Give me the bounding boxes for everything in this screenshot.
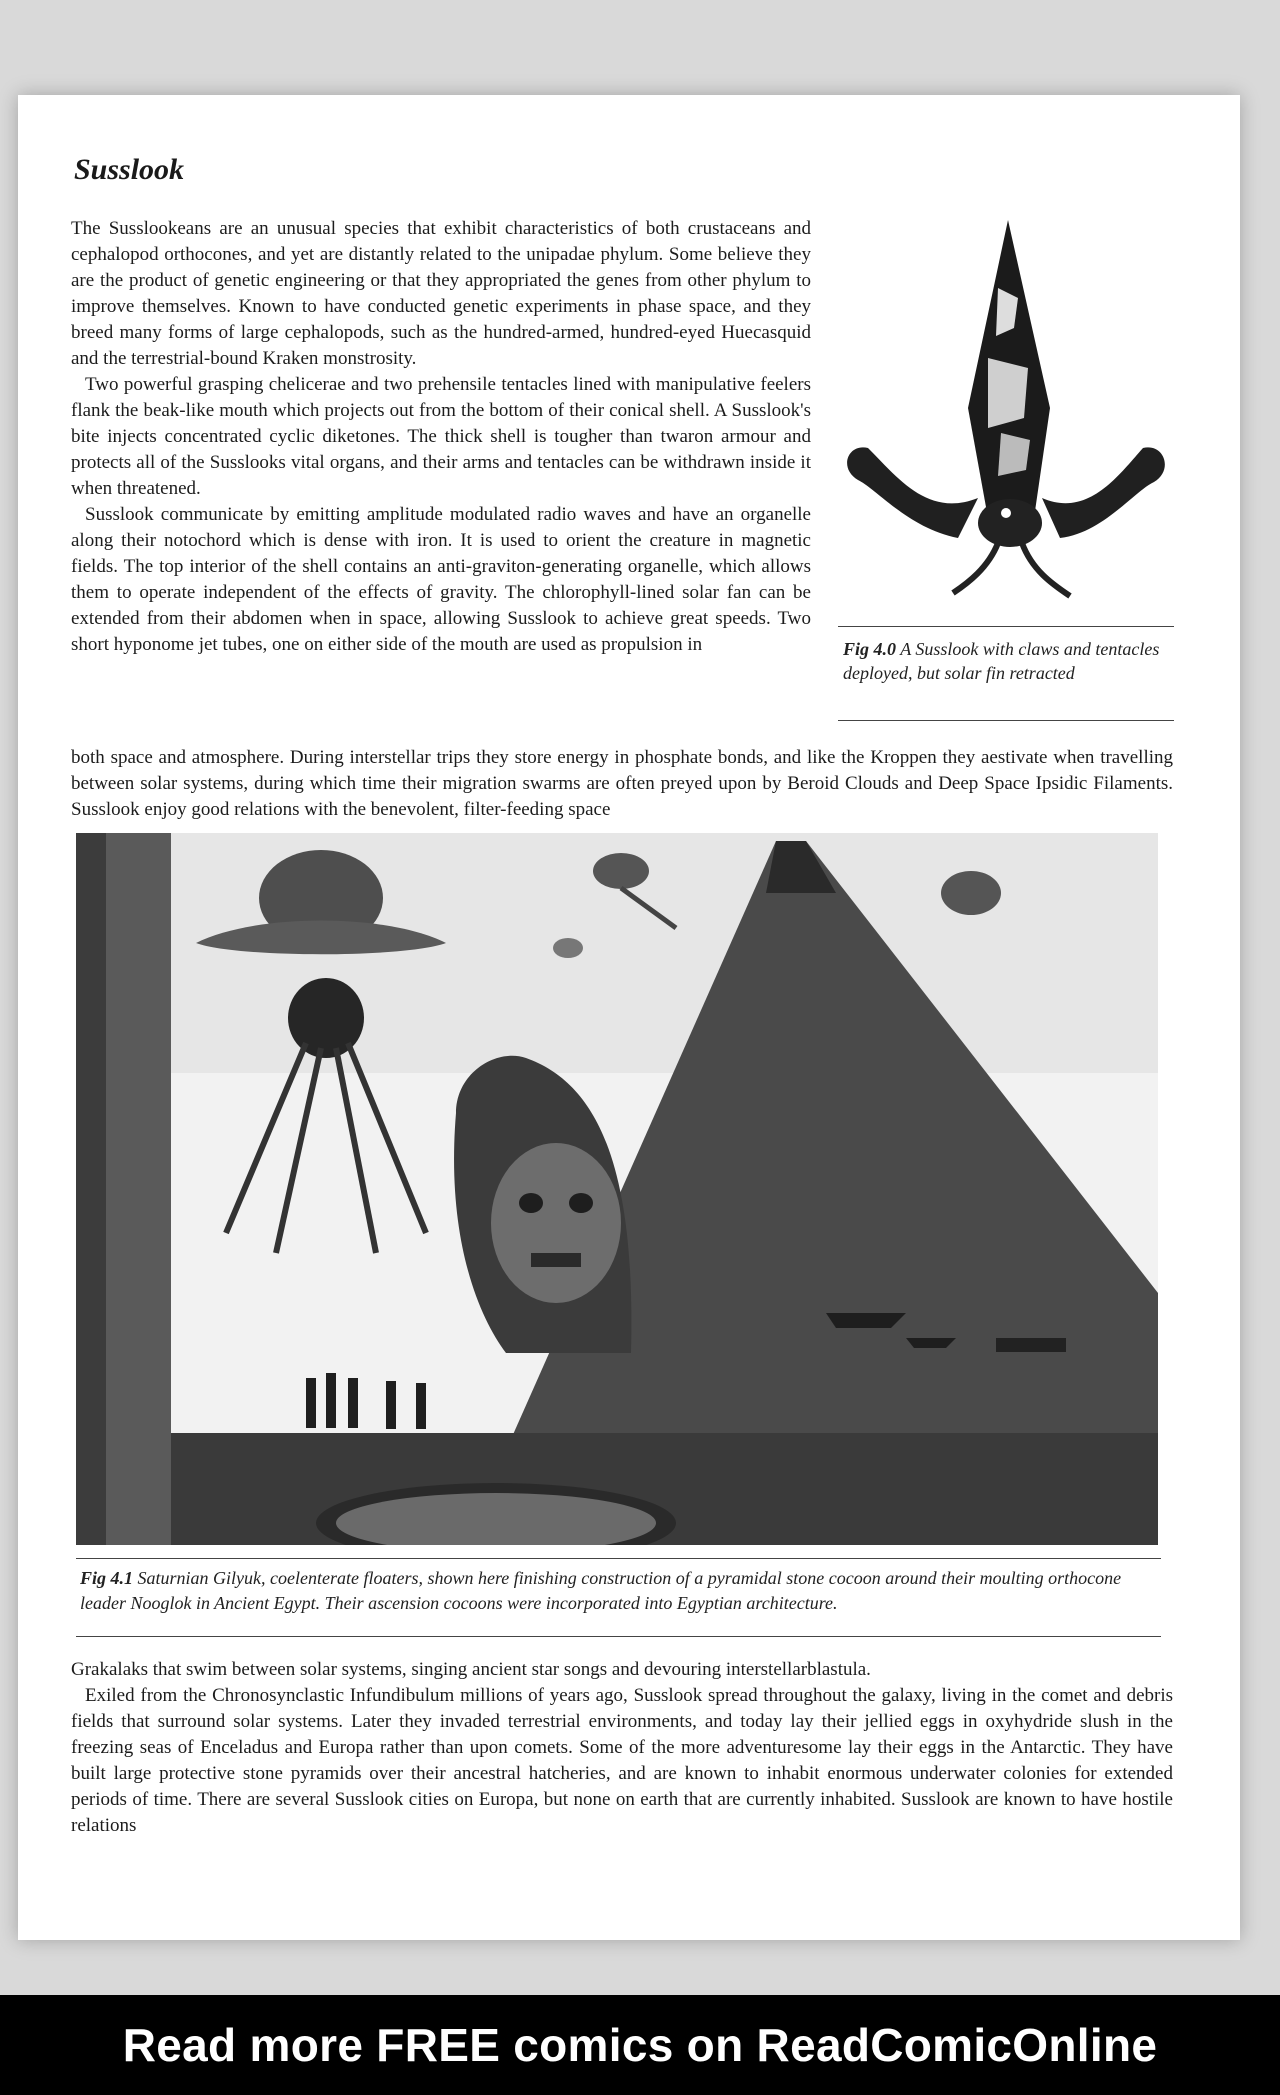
fig1-caption-label: Fig 4.1 [80, 1568, 134, 1588]
wide-paragraph-top: both space and atmosphere. During interstellar trips they store energy in phosphate bonds, and like the Kroppen they aestivate when travelling between solar systems, during which time their migration swarms are often preyed upon by Beroid Clouds and Deep Space Ipsidic Filaments. Susslook enjoy good relations with the benevolent, filter-feeding space [71, 747, 1173, 820]
fig1-rule-bottom [76, 1636, 1161, 1637]
wide-text-bottom [71, 1657, 1173, 1839]
footer-banner-text[interactable]: Read more FREE comics on ReadComicOnline [122, 2019, 1158, 2071]
fig0-rule-bottom [838, 720, 1174, 721]
fig0-caption [843, 637, 1173, 685]
fig1-rule-top [76, 1558, 1161, 1559]
footer-banner[interactable] [0, 1995, 1280, 2095]
paragraph-1: The Susslookeans are an unusual species that exhibit characteristics of both crustaceans and cephalopod orthocones, and yet are distantly related to the unipadae phylum. Some believe they are the product of genetic engineering or that they appropriated the genes from other phylum to improve themselves. Known to have conducted genetic experiments in phase space, and they breed many forms of large cephalopods, such as the hundred-armed, hundred-eyed Huecasquid and the terrestrial-bound Kraken monstrosity. [71, 218, 811, 369]
fig1-caption [80, 1566, 1160, 1616]
paragraph-2: Two powerful grasping chelicerae and two prehensile tentacles lined with manipulative feelers flank the beak-like mouth which projects out from the bottom of their conical shell. A Susslook's bite injects concentrated cyclic diketones. The thick shell is tougher than twaron armour and protects all of the Susslooks vital organs, and their arms and tentacles can be withdrawn inside it when threatened. [71, 374, 811, 499]
paragraph-3: Susslook communicate by emitting amplitude modulated radio waves and have an organelle along their notochord which is dense with iron. It is used to orient the creature in magnetic fields. The top interior of the shell contains an anti-graviton-generating organelle, which allows them to operate independent of the effects of gravity. The chlorophyll-lined solar fan can be extended from their abdomen when in space, allowing Susslook to achieve great speeds. Two short hyponome jet tubes, one on either side of the mouth are used as propulsion in [71, 504, 811, 655]
fig1-caption-text: Saturnian Gilyuk, coelenterate floaters, shown here finishing construction of a pyramidal stone cocoon around their moulting orthocone leader Nooglok in Ancient Egypt. Their ascension cocoons were incorporated into Egyptian architecture. [80, 1568, 1122, 1613]
fig0-caption-label: Fig 4.0 [843, 639, 897, 659]
bottom-paragraph-2: Exiled from the Chronosynclastic Infundibulum millions of years ago, Susslook spread throughout the galaxy, living in the comet and debris fields that surround solar systems. Later they invaded terrestrial environments, and today lay their jellied eggs in oxyhydride slush in the freezing seas of Enceladus and Europa rather than upon comets. Some of the more adventuresome lay their eggs in the Antarctic. They have built large protective stone pyramids over their ancestral hatcheries, and are known to inhabit enormous underwater colonies for extended periods of time. There are several Susslook cities on Europa, but none on earth that are currently inhabited. Susslook are known to have hostile relations [71, 1685, 1173, 1836]
gilyuk-pyramid-illustration [76, 833, 1158, 1545]
fig0-rule-top [838, 626, 1174, 627]
susslook-illustration [838, 218, 1174, 606]
page-title: Susslook [74, 153, 185, 186]
wide-text-top [71, 745, 1173, 823]
fig0-caption-text: A Susslook with claws and tentacles deployed, but solar fin retracted [843, 639, 1160, 683]
bottom-paragraph-1: Grakalaks that swim between solar systems, singing ancient star songs and devouring interstellarblastula. [71, 1659, 871, 1680]
column-text [71, 216, 811, 658]
